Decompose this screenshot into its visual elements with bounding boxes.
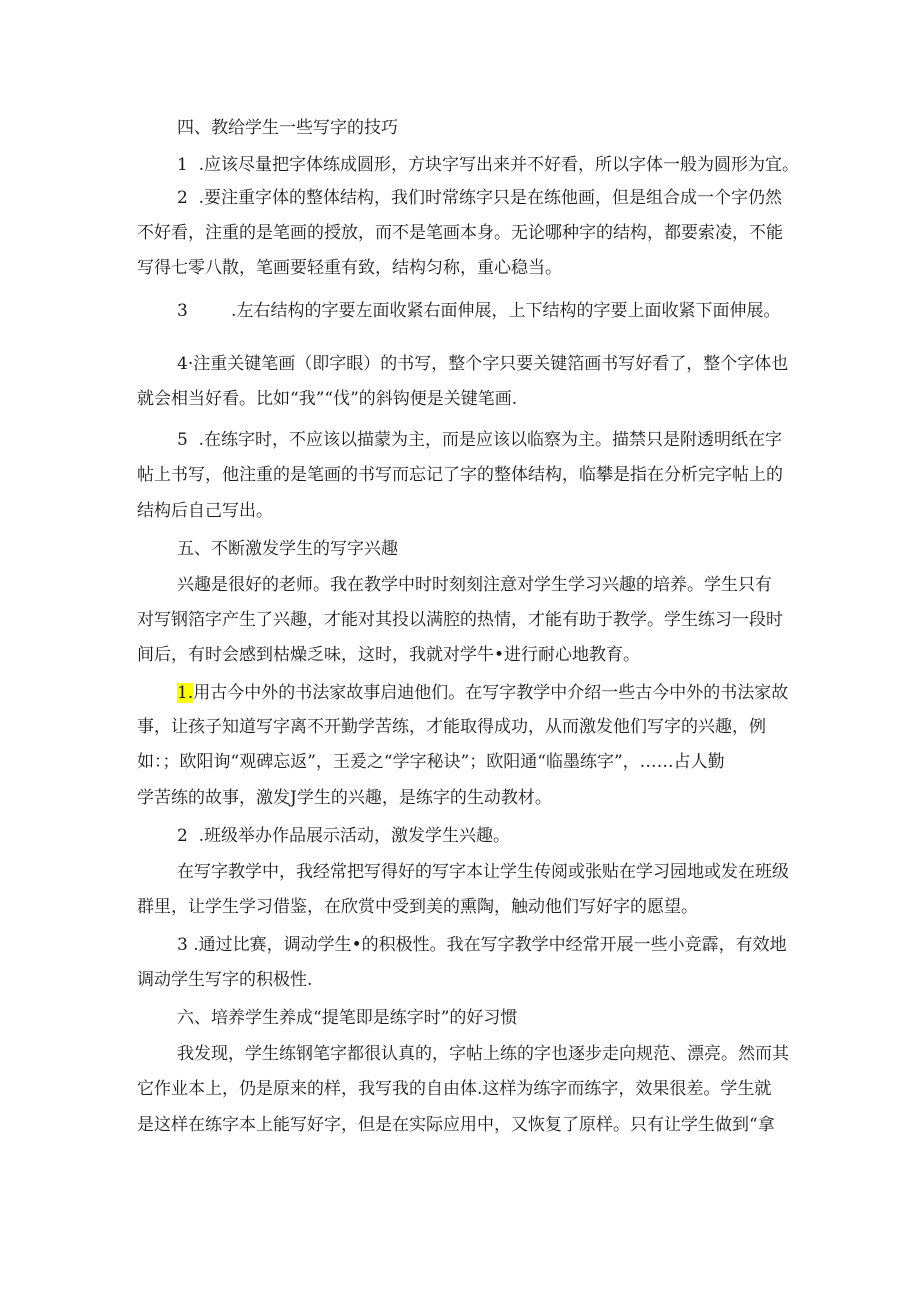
paragraph-line: [177, 682, 788, 704]
paragraph-line: 是这样在练字本上能写好字，但是在实际应用中，又恢复了原样。只有让学生做到“拿: [137, 1115, 775, 1135]
paragraph-line: 兴趣是很好的老师。我在教学中时时刻刻注意对学生学习兴趣的培养。学生只有: [177, 575, 772, 595]
section-heading-5: 五、不断激发学生的写字兴趣: [177, 539, 398, 559]
paragraph-line: 群里，让学生学习借鉴，在欣赏中受到美的熏陶，触动他们写好字的愿望。: [137, 897, 698, 917]
paragraph-line: 就会相当好看。比如“我”“伐”的斜钩便是关键笔画.: [137, 389, 518, 409]
paragraph-line: 结构后自己写出。: [137, 501, 273, 521]
paragraph-line: 在写字教学中，我经常把写得好的写字本让学生传阅或张贴在学习园地或发在班级: [177, 862, 789, 882]
paragraph-line: 3 .左右结构的字要左面收紧右面伸展，上下结构的字要上面收紧下面伸展。: [177, 301, 781, 321]
paragraph-line: 3 .通过比赛，调动学生•的积极性。我在写字教学中经常开展一些小竞霹，有效地: [177, 935, 787, 955]
section-heading-4: 四、教给学生一些写字的技巧: [177, 118, 398, 138]
paragraph-line: 它作业本上，仍是原来的样，我写我的自由体.这样为练字而练字，效果很差。学生就: [137, 1079, 772, 1099]
paragraph-line: 我发现，学生练钢笔字都很认真的，字帖上练的字也逐步走向规范、漂亮。然而其: [177, 1044, 789, 1064]
paragraph-line: 不好看，注重的是笔画的授放，而不是笔画本身。无论哪种字的结构，都要索凌，不能: [137, 223, 783, 243]
paragraph-line: 1 .应该尽量把字体练成圆形，方块字写出来并不好看，所以字体一般为圆形为宜。: [177, 155, 800, 175]
paragraph-line: 调动学生写字的积极性.: [137, 970, 313, 990]
paragraph-line: 5 .在练字时，不应该以描蒙为主，而是应该以临察为主。描禁只是附透明纸在字: [177, 430, 783, 450]
paragraph-line: 对写钢箔字产生了兴趣，才能对其投以满腔的热情，才能有助于教学。学生练习一段时: [137, 610, 783, 630]
paragraph-line: 如：；欧阳询“观碑忘返”，王爰之“学字秘诀”；欧阳通“临墨练字”，……占人勤: [137, 752, 725, 772]
paragraph-line: 4·注重关键笔画（即字眼）的书写，整个字只要关键箔画书写好看了，整个字体也: [177, 354, 789, 374]
section-heading-6: 六、培养学生养成“提笔即是练字时”的好习惯: [177, 1008, 518, 1028]
paragraph-line: 间后，有时会感到枯燥乏味，这时，我就对学牛•进行耐心地教育。: [137, 645, 641, 665]
highlighted-list-number: 1.: [177, 683, 194, 703]
paragraph-line: 帖上书写，他注重的是笔画的书写而忘记了字的整体结构，临攀是指在分析完字帖上的: [137, 465, 783, 485]
paragraph-line-text: 用古今中外的书法家故事启迪他们。在写字教学中介绍一些古今中外的书法家故: [193, 683, 789, 703]
paragraph-line: 学苦练的故事，激发J学生的兴趣，是练字的生动教材。: [137, 788, 552, 808]
paragraph-line: 2 .要注重字体的整体结构，我们时常练字只是在练他画，但是组合成一个字仍然: [177, 188, 783, 208]
paragraph-line: 事，让孩子知道写字离不开勤学苦练，才能取得成功，从而激发他们写字的兴趣，例: [137, 717, 766, 737]
paragraph-line: 写得七零八散，笔画要轻重有致，结构匀称，重心稳当。: [137, 258, 562, 278]
paragraph-line: 2 .班级举办作品展示活动，激发学生兴趣。: [177, 826, 511, 846]
